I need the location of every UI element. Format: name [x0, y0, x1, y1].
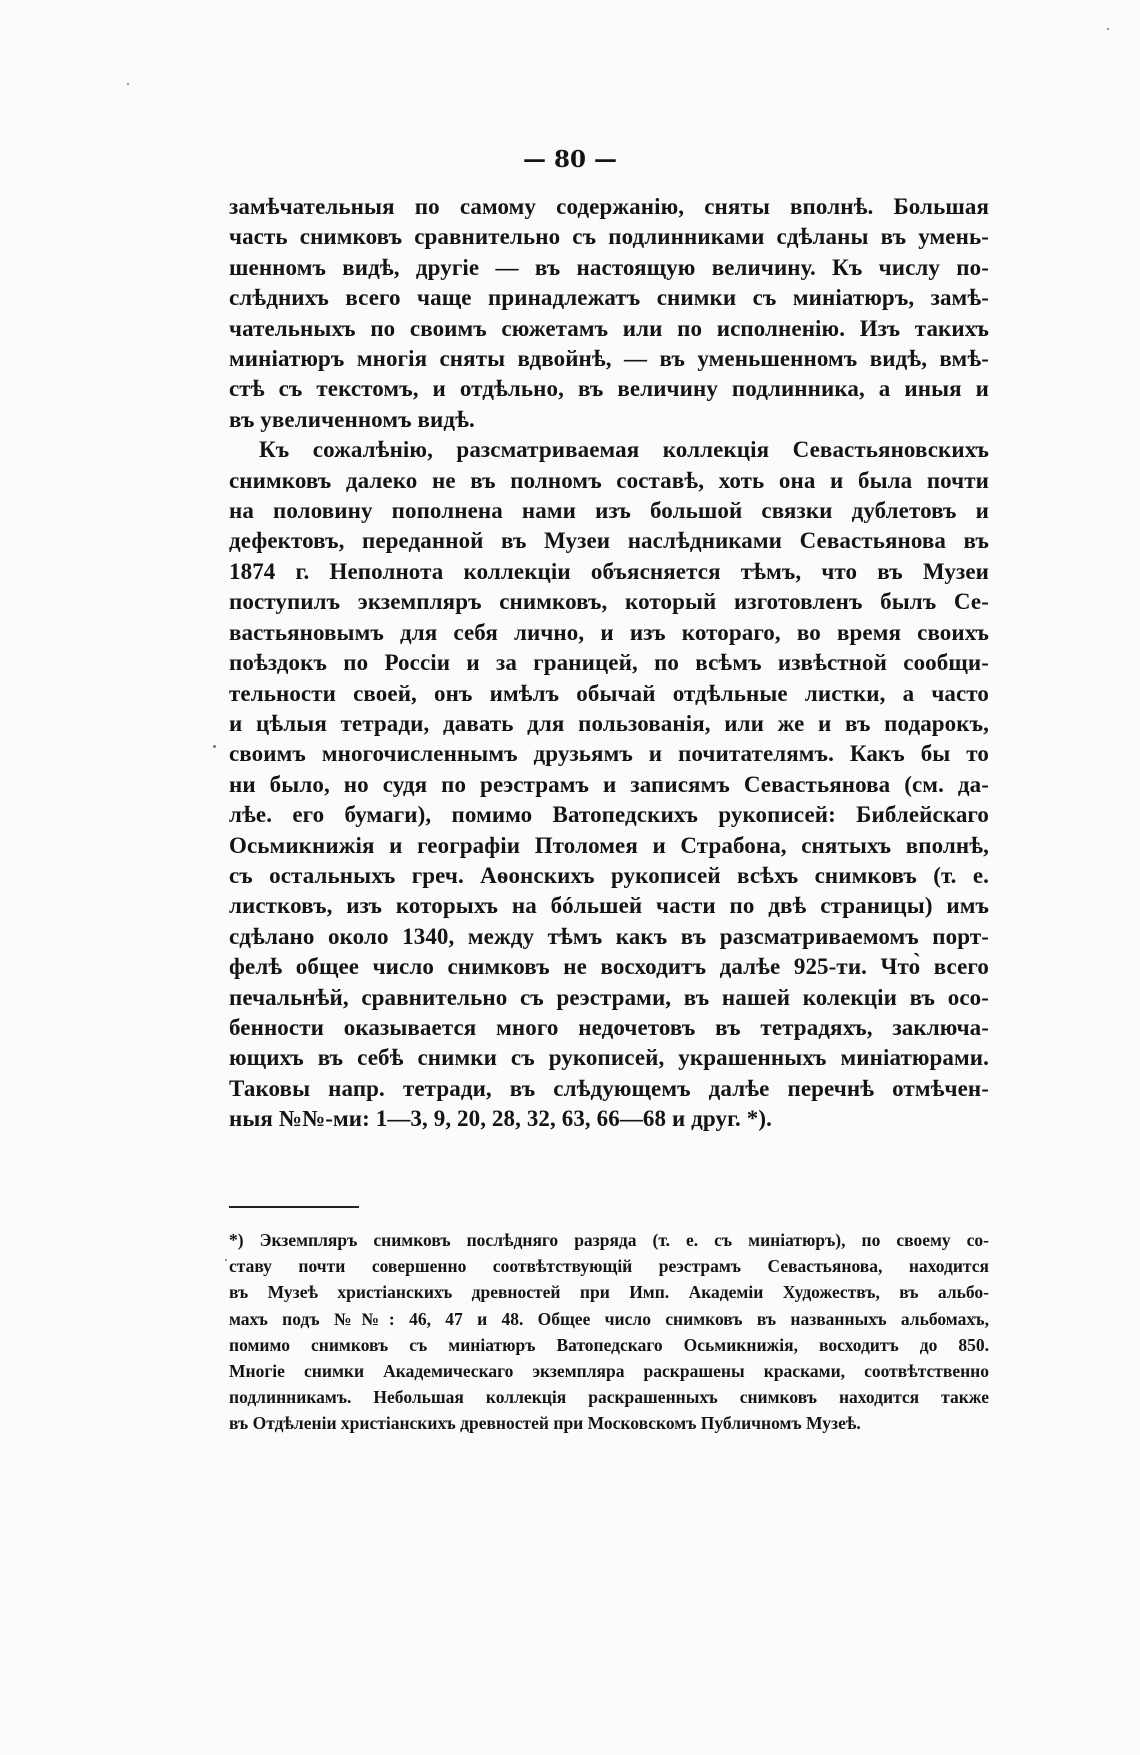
text-line: сдѣлано около 1340, между тѣмъ какъ въ разсматриваемомъ порт-	[229, 923, 989, 949]
text-line: въ увеличенномъ видѣ.	[229, 406, 475, 432]
paragraph-2	[229, 435, 989, 1134]
text-line: своимъ многочисленнымъ друзьямъ и почитателямъ. Какъ бы то	[229, 741, 989, 767]
footnote	[229, 1227, 989, 1437]
footnote-divider	[229, 1206, 359, 1208]
text-line: Къ сожалѣнію, разсматриваемая коллекція Севастьяновскихъ	[259, 437, 989, 463]
text-line: ни было, но судя по реэстрамъ и записямъ Севастьянова (см. да-	[229, 771, 989, 797]
scan-speck	[1107, 28, 1109, 30]
footnote-line: въ Музеѣ христіанскихъ древностей при Имп. Академіи Художествъ, въ альбо-	[229, 1282, 989, 1303]
text-line: поступилъ экземпляръ снимковъ, который изготовленъ былъ Се-	[229, 589, 989, 615]
page-number: — 80 —	[522, 146, 618, 173]
text-line: листковъ, изъ которыхъ на бóльшей части по двѣ страницы) имъ	[229, 893, 989, 919]
text-line: и цѣлыя тетради, давать для пользованія, или же и въ подарокъ,	[229, 710, 989, 736]
text-line: 1874 г. Неполнота коллекціи объясняется тѣмъ, что въ Музеи	[229, 558, 989, 584]
body-text	[229, 192, 989, 1135]
text-line: часть снимковъ сравнительно съ подлинниками сдѣланы въ умень-	[229, 224, 989, 250]
text-line: слѣднихъ всего чаще принадлежатъ снимки съ миніатюръ, замѣ-	[229, 285, 989, 311]
text-line: Таковы напр. тетради, въ слѣдующемъ далѣе перечнѣ отмѣчен-	[229, 1075, 989, 1101]
text-line: снимковъ далеко не въ полномъ составѣ, хоть она и была почти	[229, 467, 989, 493]
text-line: вастьяновымъ для себя лично, и изъ котораго, во время своихъ	[229, 619, 989, 645]
footnote-line: *) Экземпляръ снимковъ послѣдняго разряда (т. е. съ миніатюръ), по своему со-	[229, 1230, 989, 1250]
text-line: фелѣ общее число снимковъ не восходитъ далѣе 925-ти. Что̀ всего	[229, 954, 989, 980]
text-line: замѣчательныя по самому содержанію, сняты вполнѣ. Большая	[229, 194, 989, 219]
footnote-line: Многіе снимки Академическаго экземпляра раскрашены красками, соотвѣтственно	[229, 1361, 989, 1382]
text-line: съ остальныхъ греч. Аѳонскихъ рукописей всѣхъ снимковъ (т. е.	[229, 862, 989, 888]
footnote-line: помимо снимковъ съ миніатюръ Ватопедскаго Осьмикнижія, восходитъ до 850.	[229, 1334, 989, 1355]
footnote-line: подлинникамъ. Небольшая коллекція раскрашенныхъ снимковъ находится также	[229, 1387, 989, 1408]
text-line: стѣ съ текстомъ, и отдѣльно, въ величину подлинника, а иныя и	[229, 376, 989, 402]
footnote-line: въ Отдѣленіи христіанскихъ древностей при Московскомъ Публичномъ Музеѣ.	[229, 1413, 861, 1434]
footnote-line: ставу почти совершенно соотвѣтствующій реэстрамъ Севастьянова, находится	[229, 1256, 989, 1277]
text-line: миніатюръ многія сняты вдвойнѣ, — въ уменьшенномъ видѣ, вмѣ-	[229, 346, 989, 372]
text-line: на половину пополнена нами изъ большой связки дублетовъ и	[229, 498, 989, 524]
text-line: дефектовъ, переданной въ Музеи наслѣдниками Севастьянова въ	[229, 528, 989, 554]
text-line: ныя №№-ми: 1—3, 9, 20, 28, 32, 63, 66—68 и друг. *).	[229, 1106, 772, 1132]
scan-speck	[127, 83, 129, 85]
text-line: печальнѣй, сравнительно съ реэстрами, въ нашей колекціи въ осо-	[229, 984, 989, 1010]
scan-speck	[213, 745, 216, 748]
text-line: бенности оказывается много недочетовъ въ тетрадяхъ, заключа-	[229, 1014, 989, 1040]
text-line: поѣздокъ по Россіи и за границей, по всѣмъ извѣстной сообщи-	[229, 650, 989, 676]
text-line: Осьмикнижія и географіи Птоломея и Страбона, снятыхъ вполнѣ,	[229, 832, 989, 858]
footnote-line: махъ подъ №№: 46, 47 и 48. Общее число снимковъ въ названныхъ альбомахъ,	[229, 1308, 989, 1329]
text-line: шенномъ видѣ, другіе — въ настоящую величину. Къ числу по-	[229, 254, 989, 280]
text-line: тельности своей, онъ имѣлъ обычай отдѣльные листки, а часто	[229, 680, 989, 706]
paragraph-1	[229, 192, 989, 435]
text-line: лѣе. его бумаги), помимо Ватопедскихъ рукописей: Библейскаго	[229, 802, 989, 828]
text-line: ющихъ въ себѣ снимки съ рукописей, украшенныхъ миніатюрами.	[229, 1045, 989, 1071]
text-line: чательныхъ по своимъ сюжетамъ или по исполненію. Изъ такихъ	[229, 315, 989, 341]
scan-speck	[225, 1259, 227, 1261]
